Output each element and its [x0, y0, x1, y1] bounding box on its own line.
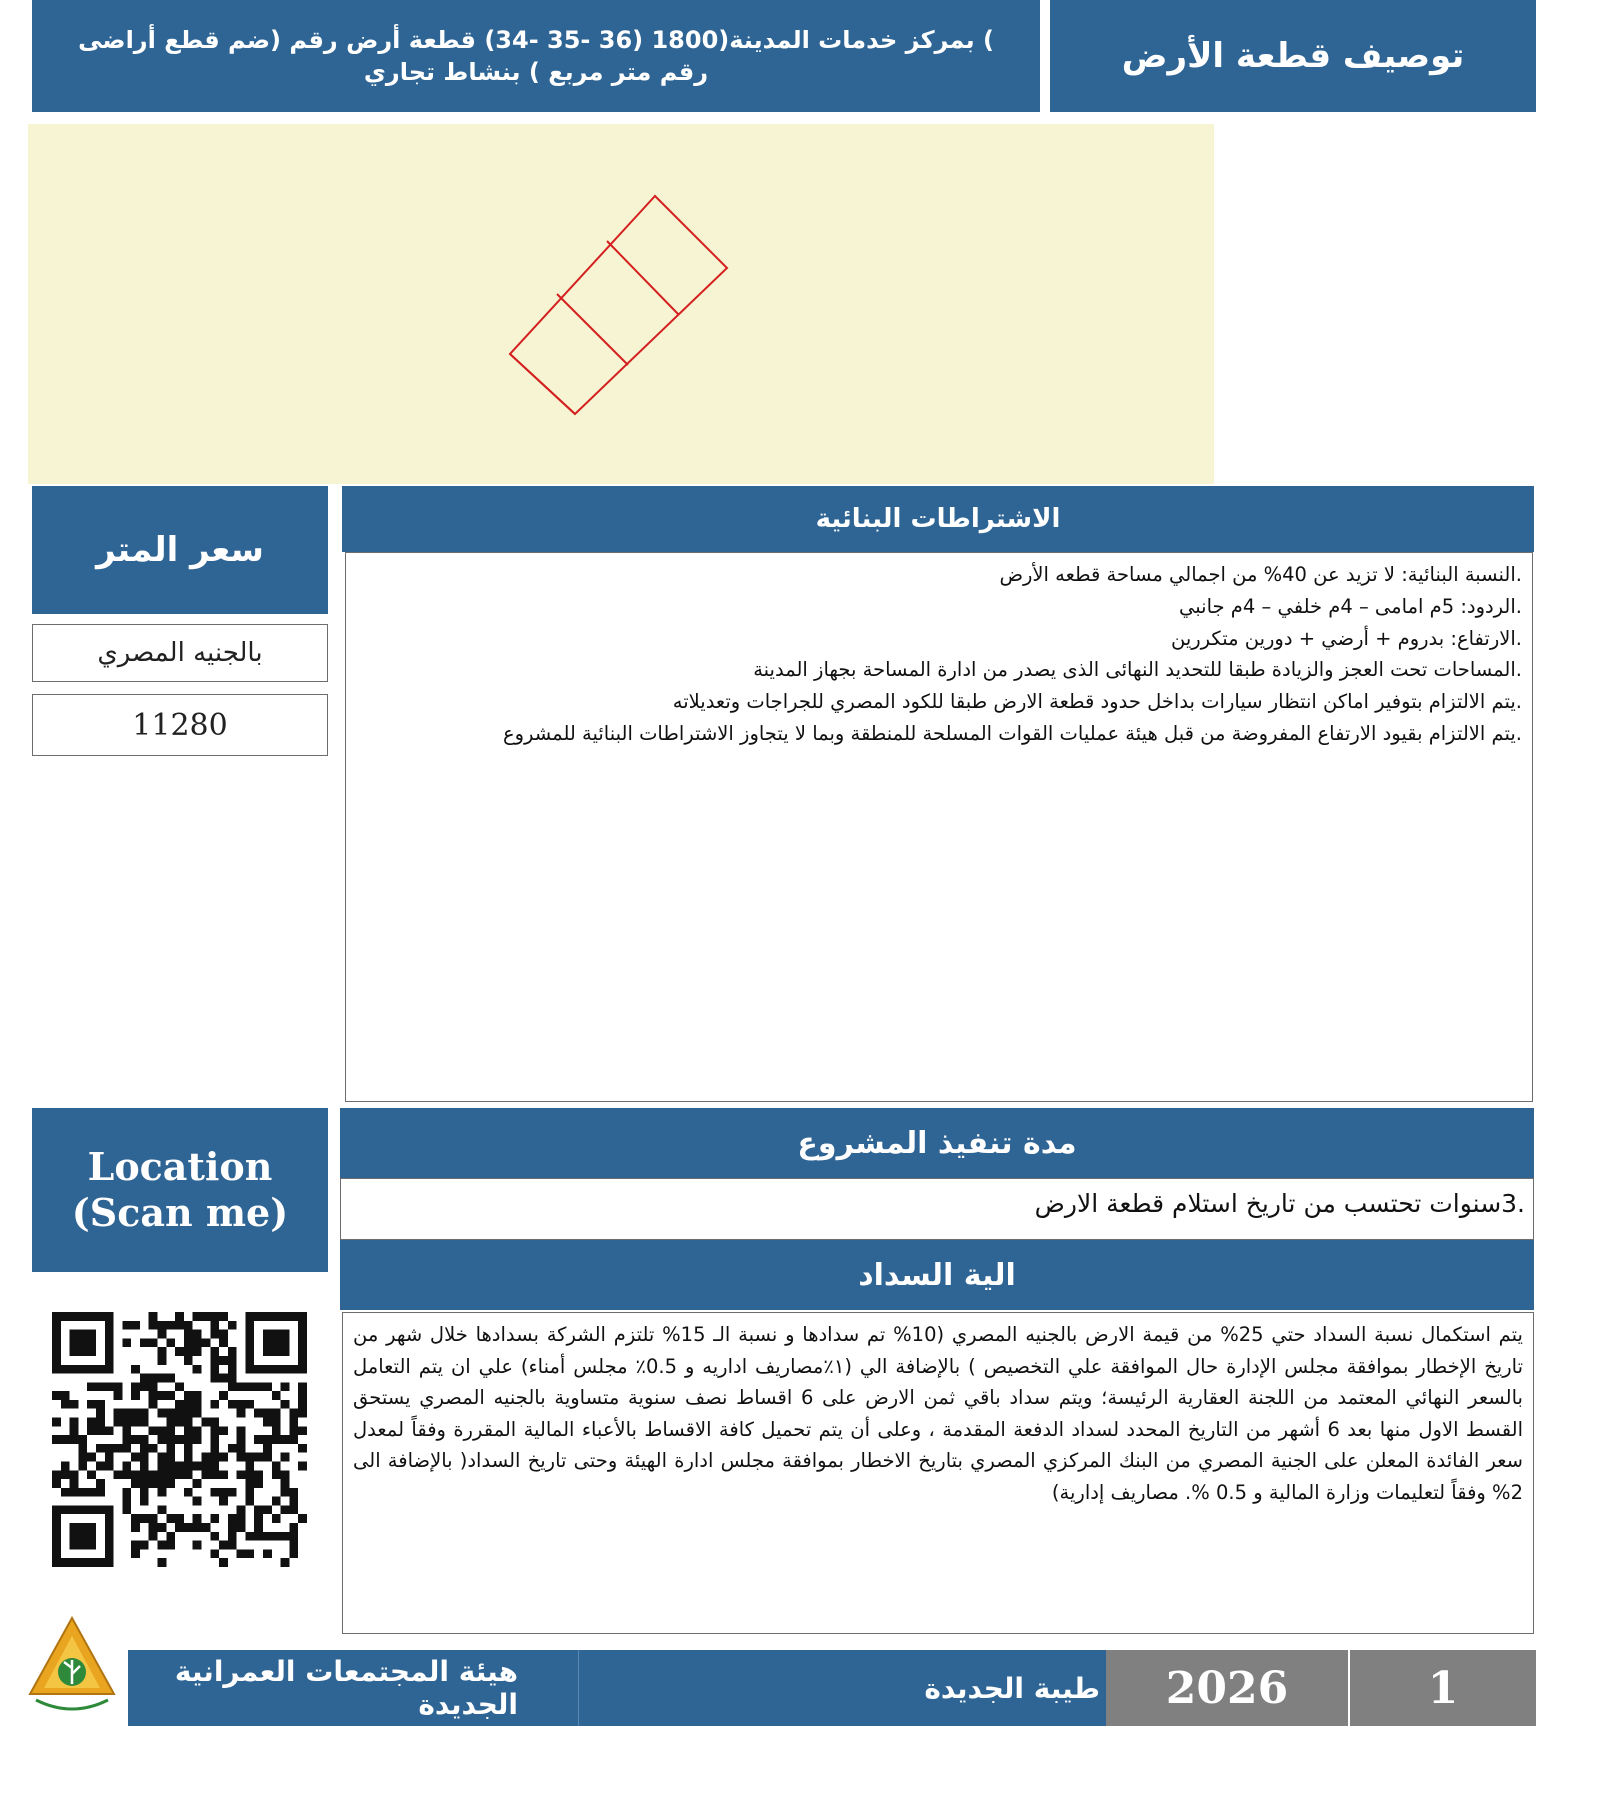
payment-box: [342, 1312, 1534, 1634]
requirement-line: .النسبة البنائية: لا تزيد عن 40% من اجمالي مساحة قطعه الأرض: [999, 563, 1522, 586]
plot-outline-edge: [510, 354, 575, 414]
price-currency-box: [32, 624, 328, 682]
plot-title-bar: [32, 0, 1040, 112]
price-value: 11280: [132, 707, 228, 743]
requirement-line: .الارتفاع: بدروم + أرضي + دورين متكررين: [1170, 626, 1522, 650]
building-requirements-box: [345, 552, 1533, 1102]
location-qr-code[interactable]: [52, 1312, 307, 1567]
section-label: توصيف قطعة الأرض: [1121, 36, 1465, 76]
execution-title: مدة تنفيذ المشروع: [797, 1125, 1077, 1161]
building-requirements-title: الاشتراطات البنائية: [815, 504, 1061, 534]
building-requirements-header: [342, 486, 1534, 552]
qr-code-icon[interactable]: [52, 1312, 307, 1567]
requirement-line: .الردود: 5م امامى – 4م خلفي – 4م جانبي: [1179, 594, 1522, 618]
authority-logo: [26, 1614, 118, 1724]
location-scan-label: (Scan me): [71, 1190, 289, 1235]
price-header-label: سعر المتر: [96, 530, 264, 570]
plot-divider: [607, 241, 679, 315]
payment-text: يتم استكمال نسبة السداد حتي 25% من قيمة الارض بالجنيه المصري (10% تم سدادها و نسبة الـ 15% تلتزم الشركة بسدادها خلال شهر من تاريخ الإخطار بموافقة مجلس الإدارة حال الموافقة علي التخصيص ) بالإضافة الي (١٪مصاريف اداريه و 0.5٪ مجلس أمناء) علي ان يتم التعامل بالسعر النهائي المعتمد من اللجنة العقارية الرئيسة؛ ويتم سداد باقي ثمن الارض على 6 اقساط نصف سنوية متساوية بالجنيه المصري يستحق القسط الاول منها بعد 6 أشهر من التاريخ المحدد لسداد الدفعة المقدمة ، وعلى أن يتم تحميل كافة الاقساط بالأعباء المالية المقررة وفقاً لمعدل سعر الفائدة المعلن على الجنية المصري من البنك المركزي المصري بتاريخ الاخطار بموافقة مجلس ادارة الهيئة وحتى تاريخ السداد( بالإضافة الى 2% وفقاً لتعليمات وزارة المالية و 0.5 %. مصاريف إدارية): [353, 1323, 1523, 1504]
requirement-line: .يتم الالتزام بتوفير اماكن انتظار سيارات بداخل حدود قطعة الارض طبقا للكود المصري للجراجات وتعديلاته: [672, 690, 1522, 714]
execution-text: .3سنوات تحتسب من تاريخ استلام قطعة الارض: [1034, 1189, 1525, 1218]
requirement-line: .يتم الالتزام بقيود الارتفاع المفروضة من قبل هيئة عمليات القوات المسلحة للمنطقة وبما لا يتجاوز الاشتراطات البنائية للمشروع: [502, 721, 1522, 745]
location-header: [32, 1108, 328, 1272]
execution-box: [340, 1178, 1534, 1240]
footer-authority: هيئة المجتمعات العمرانية الجديدة: [174, 1655, 518, 1721]
section-label-bar: [1050, 0, 1536, 112]
footer-page-number: 1: [1427, 1662, 1459, 1714]
footer-year-box: [1106, 1650, 1348, 1726]
footer-city-bar: [578, 1650, 1106, 1726]
requirement-line: .المساحات تحت العجز والزيادة طبقا للتحديد النهائى الذى يصدر من ادارة المساحة بجهاز المدينة: [753, 658, 1522, 682]
footer-year: 2026: [1165, 1662, 1289, 1714]
plot-outline: [510, 196, 727, 414]
plot-title: ) بمركز خدمات المدينة(1800 (36 -35 -34) قطعة أرض رقم (ضم قطع أراضى رقم متر مربع ) بنشاط تجاري: [78, 25, 994, 86]
footer-authority-bar: [128, 1650, 578, 1726]
execution-header: [340, 1108, 1534, 1178]
payment-title: الية السداد: [858, 1257, 1016, 1293]
plot-divider: [557, 294, 628, 365]
footer-city: طيبة الجديدة: [924, 1671, 1100, 1705]
price-value-box: [32, 694, 328, 756]
footer-page-box: [1350, 1650, 1536, 1726]
plot-map: [28, 124, 1214, 484]
plot-map-drawing: [28, 124, 1214, 484]
location-label: Location: [87, 1144, 273, 1190]
price-header: [32, 486, 328, 614]
payment-header: [340, 1240, 1534, 1310]
price-currency: بالجنيه المصري: [97, 638, 263, 668]
authority-logo-icon: [26, 1614, 118, 1724]
